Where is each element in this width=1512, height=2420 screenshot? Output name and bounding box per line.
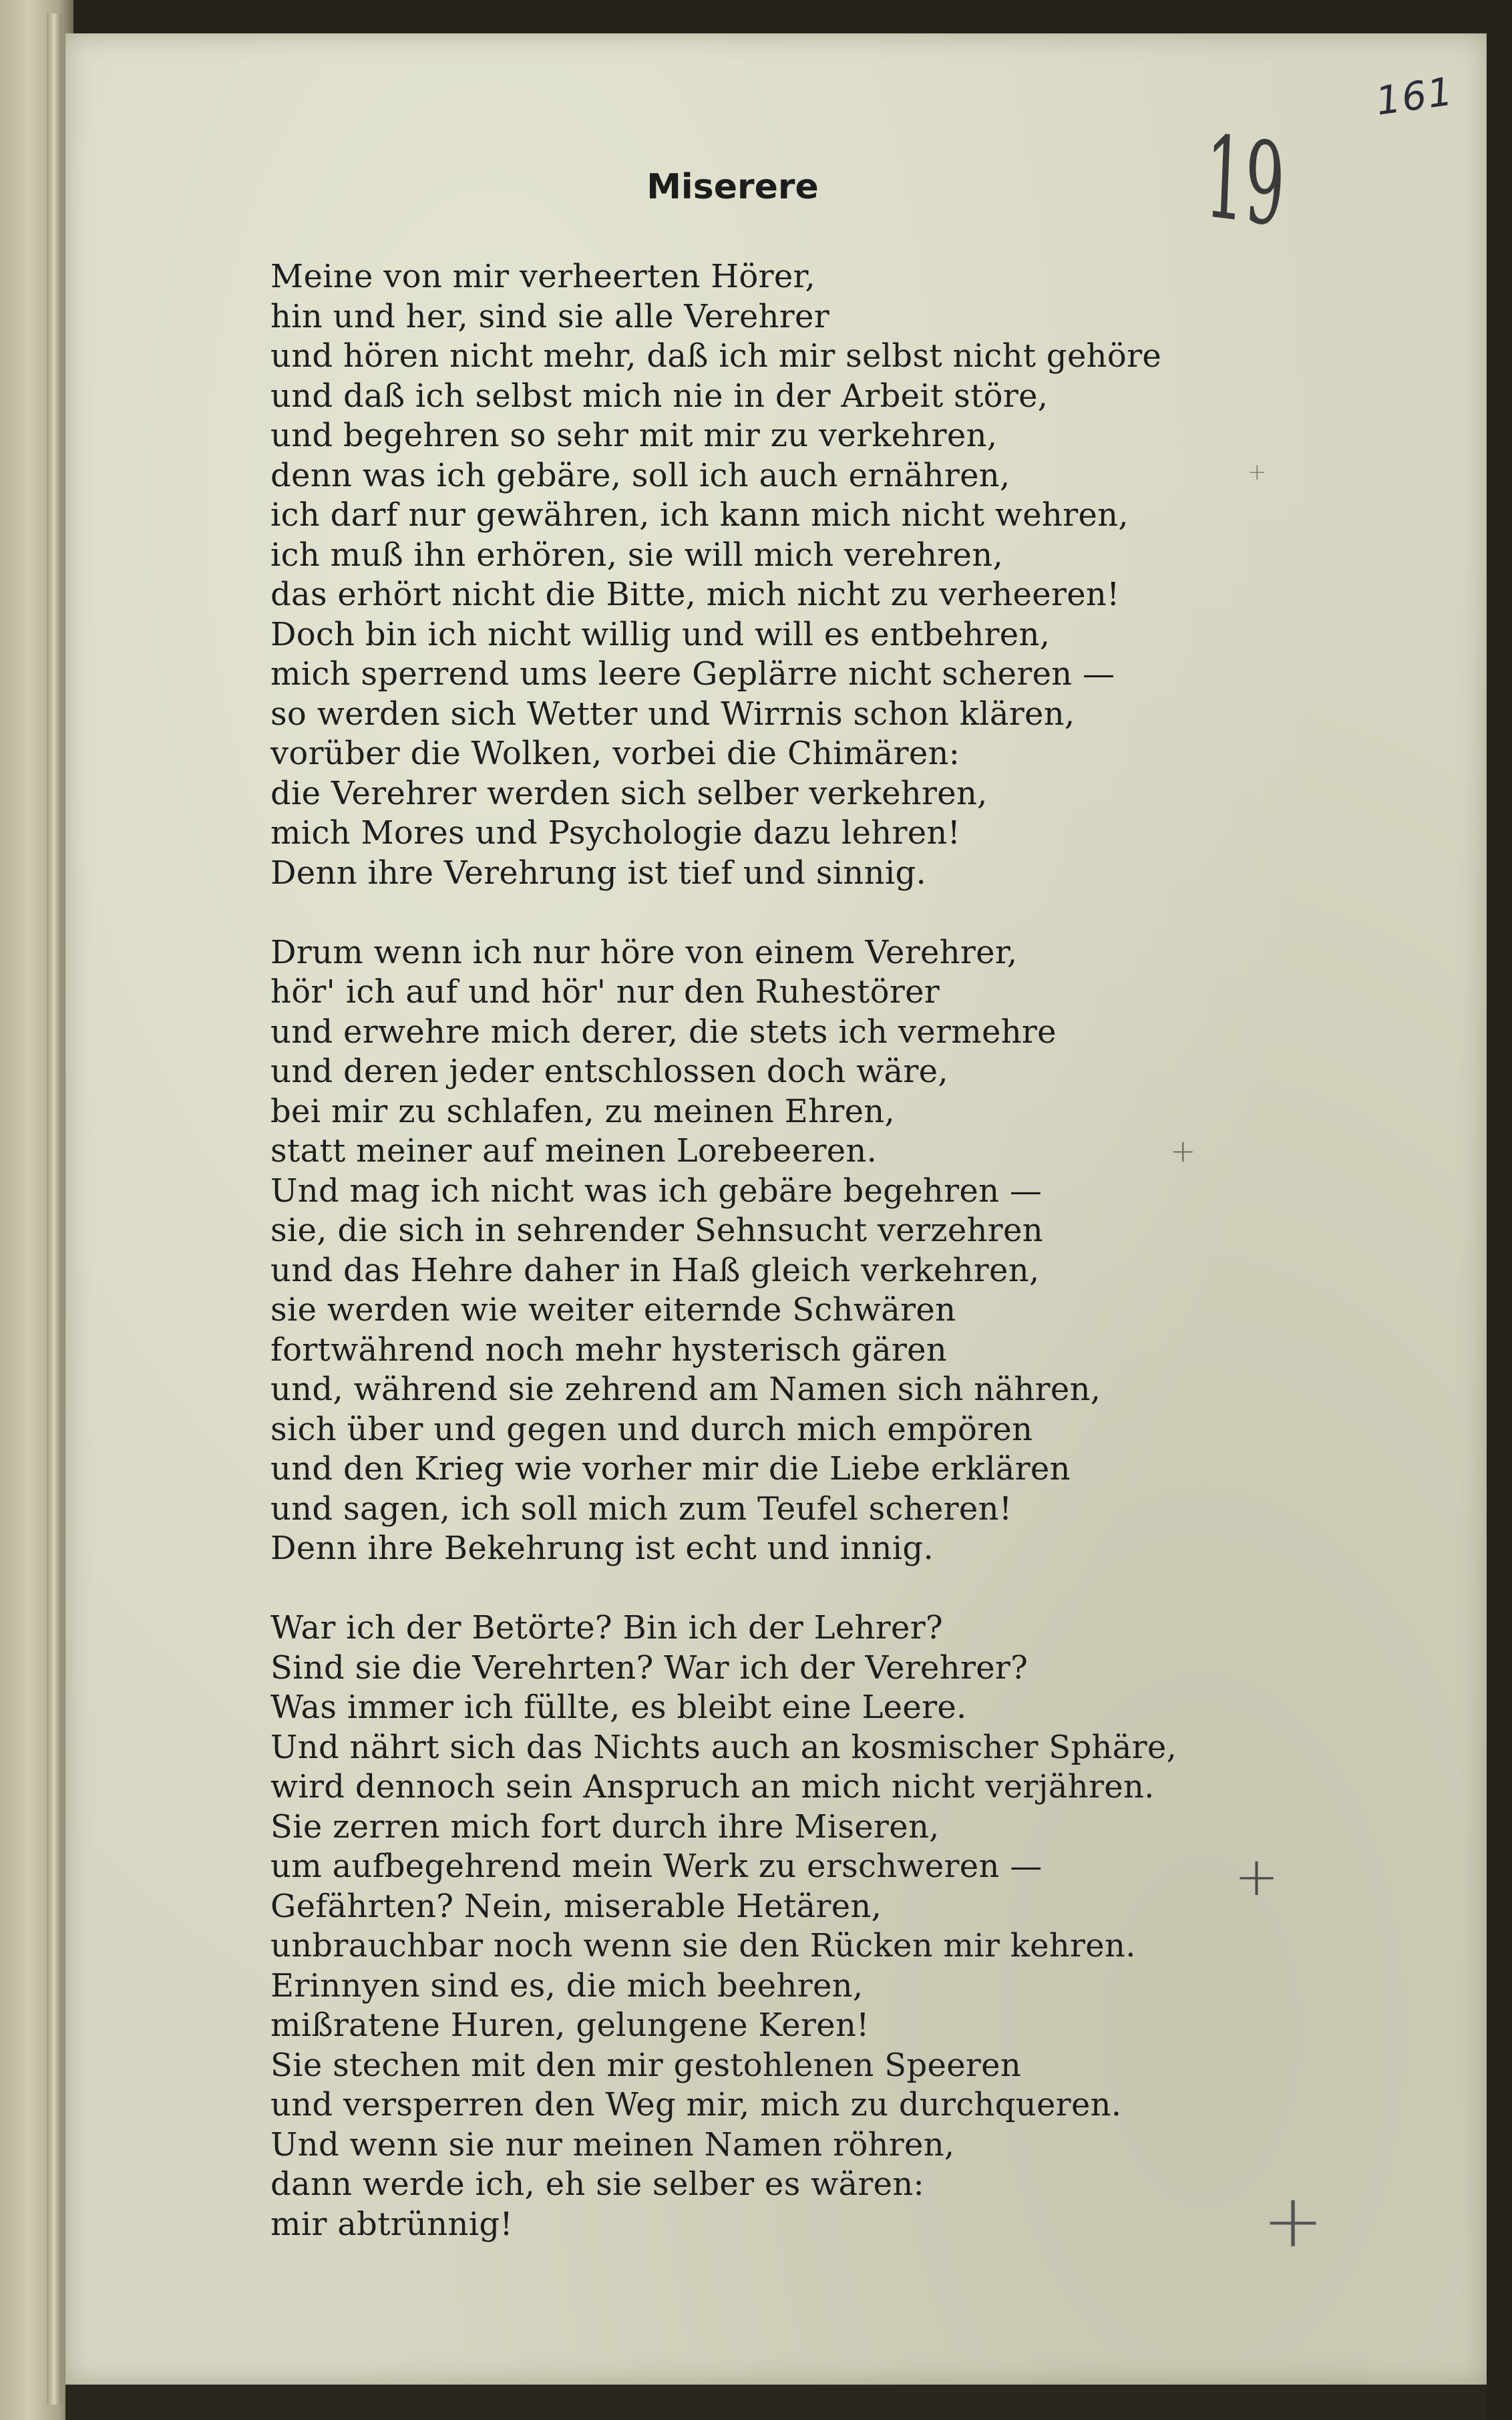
poem-line: und sagen, ich soll mich zum Teufel scheren! (270, 1490, 1012, 1528)
poem-line: um aufbegehrend mein Werk zu erschweren — (270, 1848, 1043, 1885)
poem-line: sie werden wie weiter eiternde Schwären (270, 1291, 956, 1329)
poem-line: Und wenn sie nur meinen Namen röhren, (270, 2125, 955, 2164)
poem-line: ich darf nur gewähren, ich kann mich nicht wehren, (270, 496, 1129, 534)
margin-mark-4: + (1262, 2178, 1324, 2264)
poem-title: Miserere (646, 167, 819, 207)
poem-line: bei mir zu schlafen, zu meinen Ehren, (270, 1092, 896, 1130)
margin-mark-2: + (1170, 1133, 1196, 1169)
poem-line: mir abtrünnig! (270, 2205, 513, 2243)
poem-line: unbrauchbar noch wenn sie den Rücken mir kehren. (270, 1927, 1136, 1964)
poem-line: Drum wenn ich nur höre von einem Verehrer, (270, 933, 1018, 971)
poem-line: War ich der Betörte? Bin ich der Lehrer? (270, 1609, 943, 1647)
poem-line: so werden sich Wetter und Wirrnis schon klären, (270, 695, 1075, 733)
poem-line: und hören nicht mehr, daß ich mir selbst nicht gehöre (270, 337, 1162, 375)
poem-line: Erinnyen sind es, die mich beehren, (270, 1966, 864, 2005)
poem-line: Sie stechen mit den mir gestohlenen Speeren (270, 2046, 1022, 2084)
poem-line: ich muß ihn erhören, sie will mich verehren, (270, 536, 1004, 574)
poem-line: und deren jeder entschlossen doch wäre, (270, 1053, 948, 1090)
stanza-1 (270, 257, 1205, 893)
poem-line: hör' ich auf und hör' nur den Ruhestörer (270, 973, 940, 1011)
poem-body (270, 257, 1205, 2284)
poem-line: und versperren den Weg mir, mich zu durchqueren. (270, 2086, 1122, 2123)
poem-line: das erhört nicht die Bitte, mich nicht zu verheeren! (270, 576, 1120, 613)
poem-line: Denn ihre Verehrung ist tief und sinnig. (270, 854, 927, 892)
poem-line: mißratene Huren, gelungene Keren! (270, 2007, 870, 2044)
poem-line: mich Mores und Psychologie dazu lehren! (270, 814, 961, 852)
stanza-3 (270, 1608, 1205, 2244)
poem-line: und den Krieg wie vorher mir die Liebe erklären (270, 1450, 1071, 1488)
binding-edge (47, 13, 61, 2405)
poem-line: und daß ich selbst mich nie in der Arbeit störe, (270, 377, 1049, 415)
poem-line: fortwährend noch mehr hysterisch gären (270, 1331, 948, 1369)
poem-line: Meine von mir verheerten Hörer, (270, 258, 816, 295)
left-page-edge (0, 0, 73, 2420)
poem-line: vorüber die Wolken, vorbei die Chimären: (270, 735, 960, 772)
margin-mark-1: + (1248, 459, 1267, 486)
poem-line: wird dennoch sein Anspruch an mich nicht verjähren. (270, 1768, 1155, 1805)
poem-line: Und nährt sich das Nichts auch an kosmischer Sphäre, (270, 1728, 1177, 1766)
margin-mark-3: + (1234, 1846, 1280, 1908)
poem-line: Was immer ich füllte, es bleibt eine Leere. (270, 1689, 967, 1726)
poem-line: Gefährten? Nein, miserable Hetären, (270, 1887, 882, 1925)
poem-line: statt meiner auf meinen Lorebeeren. (270, 1132, 878, 1170)
poem-line: hin und her, sind sie alle Verehrer (270, 297, 829, 335)
poem-line: und das Hehre daher in Haß gleich verkehren, (270, 1251, 1040, 1289)
poem-line: Sie zerren mich fort durch ihre Miseren, (270, 1807, 940, 1846)
folio-number: 19 (1202, 111, 1288, 253)
poem-line: und erwehre mich derer, die stets ich vermehre (270, 1013, 1057, 1051)
poem-line: Doch bin ich nicht willig und will es entbehren, (270, 615, 1051, 653)
poem-line: sie, die sich in sehrender Sehnsucht verzehren (270, 1212, 1043, 1249)
poem-line: Denn ihre Bekehrung ist echt und innig. (270, 1530, 934, 1567)
poem-line: mich sperrend ums leere Geplärre nicht scheren — (270, 655, 1115, 693)
poem-line: denn was ich gebäre, soll ich auch ernähren, (270, 456, 1010, 494)
poem-line: Und mag ich nicht was ich gebäre begehren — (270, 1172, 1043, 1210)
stanza-2 (270, 933, 1205, 1569)
poem-line: Sind sie die Verehrten? War ich der Verehrer? (270, 1649, 1028, 1687)
poem-line: sich über und gegen und durch mich empören (270, 1410, 1033, 1448)
poem-line: dann werde ich, eh sie selber es wären: (270, 2166, 925, 2203)
page-number: 161 (1372, 68, 1457, 124)
bottom-edge (65, 2385, 1487, 2420)
poem-line: und begehren so sehr mit mir zu verkehren, (270, 417, 998, 454)
poem-line: die Verehrer werden sich selber verkehren, (270, 774, 988, 812)
poem-line: und, während sie zehrend am Namen sich nähren, (270, 1371, 1101, 1408)
